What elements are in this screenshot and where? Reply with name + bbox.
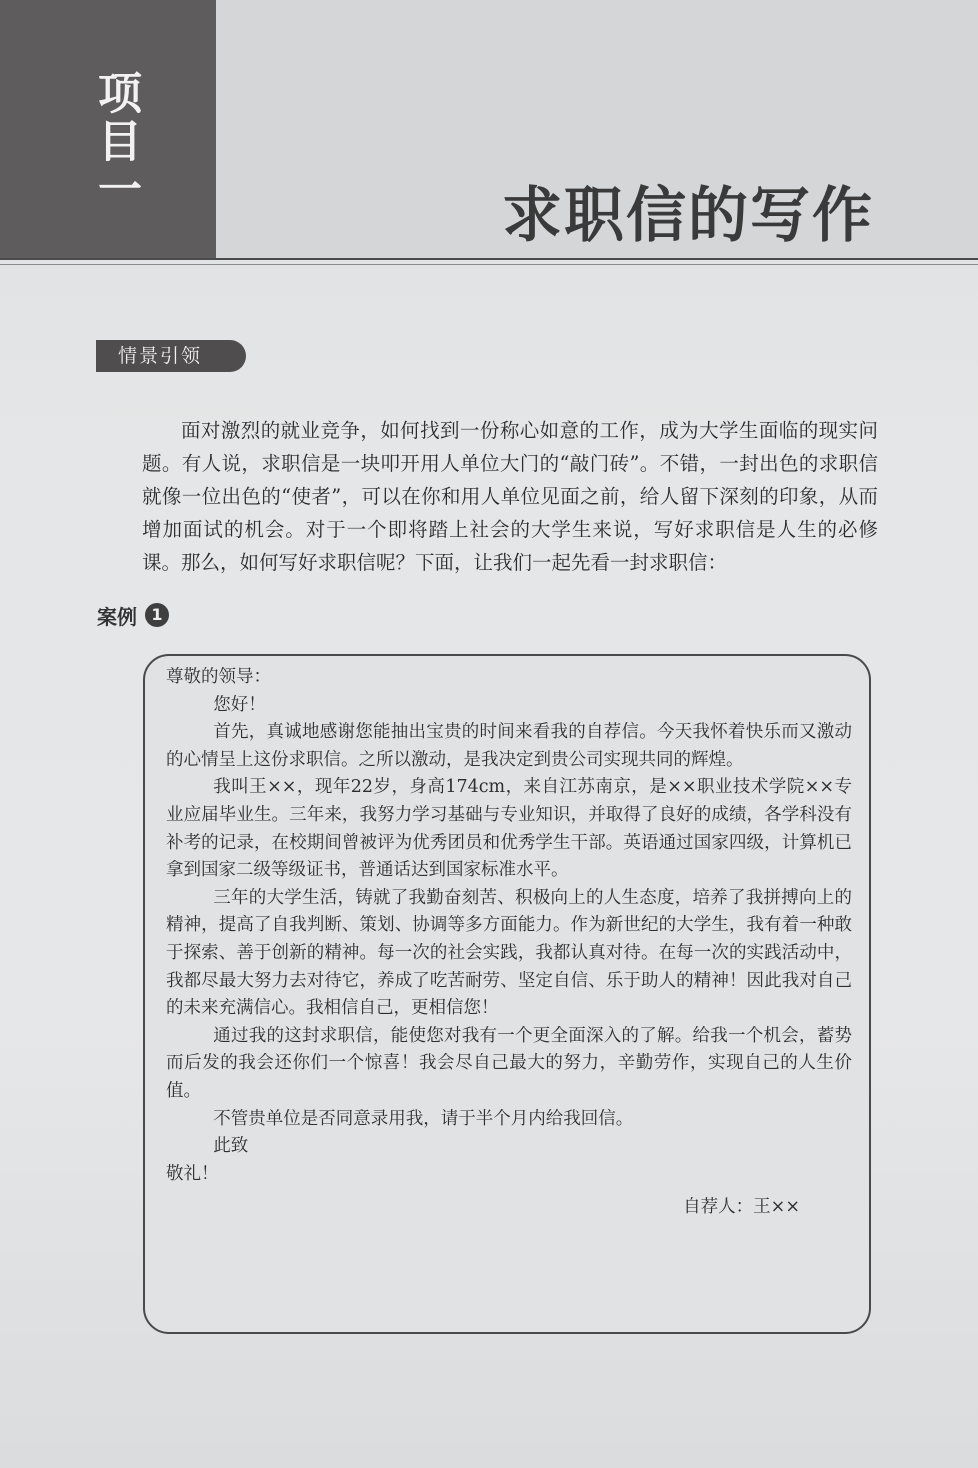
letter-paragraph-3: 三年的大学生活，铸就了我勤奋刻苦、积极向上的人生态度，培养了我拼搏向上的精神，提高了自我判断、策划、协调等多方面能力。作为新世纪的大学生，我有着一种敢于探索、善于创新的精神。每一次的社会实践，我都认真对待。在每一次的实践活动中，我都尽最大努力去对待它，养成了吃苦耐劳、坚定自信、乐于助人的精神！因此我对自己的未来充满信心。我相信自己，更相信您！ <box>166 887 852 1019</box>
letter-salutation: 尊敬的领导： <box>166 667 271 687</box>
case-heading <box>97 600 169 630</box>
intro-text <box>142 414 878 579</box>
case-label: 案例 <box>97 604 137 629</box>
project-label: 项目一 <box>90 70 141 214</box>
header-divider-thin <box>0 264 978 265</box>
letter-paragraph-4: 通过我的这封求职信，能使您对我有一个更全面深入的了解。给我一个机会，蓄势而后发的我会还你们一个惊喜！我会尽自己最大的努力，辛勤劳作，实现自己的人生价值。 <box>166 1025 852 1101</box>
page-title: 求职信的写作 <box>502 181 874 251</box>
letter-paragraph-1: 首先，真诚地感谢您能抽出宝贵的时间来看我的自荐信。今天我怀着快乐而又激动的心情呈上这份求职信。之所以激动，是我决定到贵公司实现共同的辉煌。 <box>166 722 852 770</box>
header-divider <box>0 258 978 260</box>
letter-signature: 自荐人：王×× <box>683 1197 800 1218</box>
intro-paragraph: 面对激烈的就业竞争，如何找到一份称心如意的工作，成为大学生面临的现实问题。有人说，求职信是一块叩开用人单位大门的“敲门砖”。不错，一封出色的求职信就像一位出色的“使者”，可以在你和用人单位见面之前，给人留下深刻的印象，从而增加面试的机会。对于一个即将踏上社会的大学生来说，写好求职信是人生的必修课。那么，如何写好求职信呢？下面，让我们一起先看一封求职信： <box>142 419 878 574</box>
cover-letter <box>166 664 852 1222</box>
case-number-badge: 1 <box>145 603 169 627</box>
project-block <box>0 0 216 258</box>
letter-greeting: 您好！ <box>213 694 266 715</box>
letter-closing-2: 敬礼！ <box>166 1163 219 1184</box>
letter-closing-1: 此致 <box>213 1136 249 1157</box>
letter-paragraph-5: 不管贵单位是否同意录用我，请于半个月内给我回信。 <box>213 1108 634 1129</box>
section-label: 情景引领 <box>96 340 246 372</box>
letter-paragraph-2: 我叫王××，现年22岁，身高174cm，来自江苏南京，是××职业技术学院××专业应届毕业生。三年来，我努力学习基础与专业知识，并取得了良好的成绩，各学科没有补考的记录，在校期间曾被评为优秀团员和优秀学生干部。英语通过国家四级，计算机已拿到国家二级等级证书，普通话达到国家标准水平。 <box>166 777 852 881</box>
